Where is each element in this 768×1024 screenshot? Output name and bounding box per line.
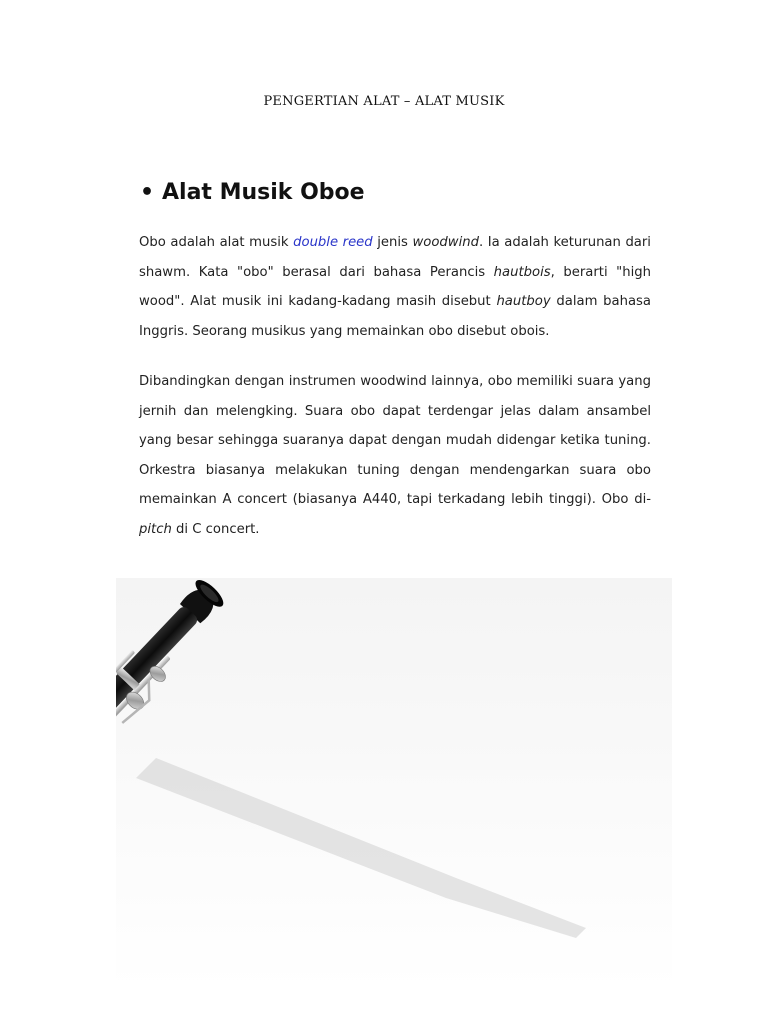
text-run: Obo adalah alat musik: [139, 235, 294, 250]
text-run: , berarti "high wood". Alat musik ini kadang-kadang masih disebut: [139, 264, 651, 309]
paragraph-intro: [139, 228, 651, 346]
text-run: di C concert.: [171, 521, 260, 537]
text-run: . Ia adalah keturunan dari shawm. Kata "obo" berasal dari bahasa Perancis: [139, 235, 651, 280]
text-run: dalam bahasa Inggris. Seorang musikus yang memainkan obo disebut obois.: [139, 294, 651, 339]
oboe-photo: [116, 578, 672, 990]
section-heading-text: Alat Musik Oboe: [162, 180, 365, 205]
text-run: jenis: [372, 235, 413, 250]
section-heading: [140, 180, 365, 205]
italic-term: pitch: [139, 521, 172, 537]
italic-term: hautbois: [493, 264, 551, 280]
paragraph-sound: [139, 367, 651, 544]
oboe-illustration: [116, 578, 672, 990]
double-reed-link[interactable]: double reed: [293, 235, 373, 250]
bullet-icon: •: [140, 180, 155, 205]
italic-term: hautboy: [496, 294, 551, 309]
page-title: PENGERTIAN ALAT – ALAT MUSIK: [263, 94, 505, 109]
text-run: Dibandingkan dengan instrumen woodwind lainnya, obo memiliki suara yang jernih dan melengking. Suara obo dapat terdengar jelas dalam ansambel yang besar sehingga suaranya dapat dengan mudah didengar ketika tuning. Orkestra biasanya melakukan tuning dengan mendengarkan suara obo memainkan A concert (biasanya A440, tapi terkadang lebih tinggi). Obo di-: [139, 374, 651, 507]
italic-term: woodwind: [412, 235, 479, 250]
